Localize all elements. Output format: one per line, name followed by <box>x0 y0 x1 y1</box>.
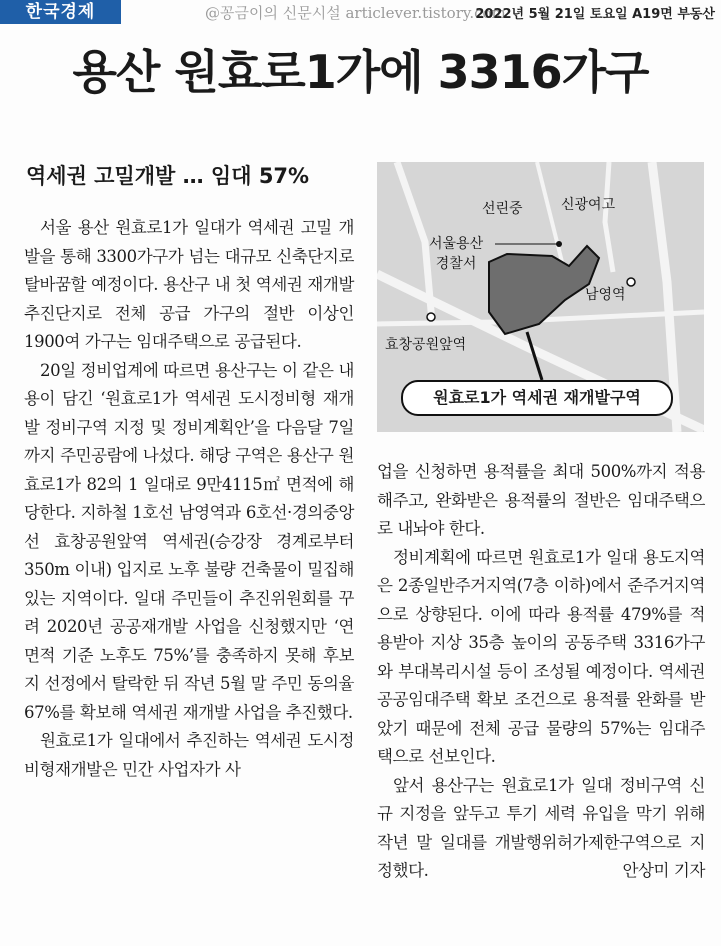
map-label-seollin-middle-school: 선린중 <box>482 201 523 217</box>
map-label-police-station: 서울용산 경찰서 <box>429 236 484 272</box>
map-caption: 원효로1가 역세권 재개발구역 <box>401 380 673 416</box>
newspaper-name-badge: 한국경제 <box>0 0 121 24</box>
article-headline: 용산 원효로1가에 3316가구 <box>72 45 649 99</box>
map-label-namyeong-station: 남영역 <box>585 287 626 303</box>
location-map <box>377 162 704 432</box>
article-column-right <box>377 458 705 886</box>
article-paragraph: 업을 신청하면 용적률을 최대 500%까지 적용해주고, 완화받은 용적률의 절반은 임대주택으로 내놔야 한다. <box>377 462 705 538</box>
byline: 안상미 기자 <box>622 861 705 880</box>
article-paragraph: 20일 정비업계에 따르면 용산구는 이 같은 내용이 담긴 ‘원효로1가 역세권 도시정비형 재개발 정비구역 지정 및 정비계획안’을 다음달 7일까지 주민공람에 나섰다. 해당 구역은 용산구 원효로1가 82의 1 일대로 9만4115㎡ 면적에 해당한다. 지하철 1호선 남영역과 6호선·경의중앙선 효창공원앞역 역세권(승강장 경계로부터 350m 이내) 입지로 노후 불량 건축물이 밀집해 있는 지역이다. 일대 주민들이 추진위원회를 꾸려 2020년 공공재개발 사업을 신청했지만 ‘연면적 기준 노후도 75%’를 충족하지 못해 후보지 선정에서 탈락한 뒤 작년 5월 말 주민 동의율 67%를 확보해 역세권 재개발 사업을 추진했다. <box>24 360 354 722</box>
article-subhead: 역세권 고밀개발 … 임대 57% <box>26 164 310 188</box>
map-label-hyochang-park-station: 효창공원앞역 <box>385 337 467 353</box>
article-paragraph <box>377 772 705 886</box>
article-column-left <box>24 214 354 784</box>
article-paragraph-text: 앞서 용산구는 원효로1가 일대 정비구역 신규 지정을 앞두고 투기 세력 유입을 막기 위해 작년 말 일대를 개발행위허가제한구역으로 지정했다. <box>377 775 705 880</box>
article-paragraph: 원효로1가 일대에서 추진하는 역세권 도시정비형재개발은 민간 사업자가 사 <box>24 731 354 779</box>
article-paragraph: 서울 용산 원효로1가 일대가 역세권 고밀 개발을 통해 3300가구가 넘는 대규모 신축단지로 탈바꿈할 예정이다. 용산구 내 첫 역세권 재개발 추진단지로 전체 공급 가구의 절반 이상인 1900여 가구는 임대주택으로 공급된다. <box>24 218 354 351</box>
dateline: 2022년 5월 21일 토요일 A19면 부동산 <box>475 7 715 22</box>
map-label-singwang-girls-high: 신광여고 <box>561 197 616 213</box>
article-paragraph: 정비계획에 따르면 원효로1가 일대 용도지역은 2종일반주거지역(7층 이하)에서 준주거지역으로 상향된다. 이에 따라 용적률 479%를 적용받아 지상 35층 높이의 공동주택 3316가구와 부대복리시설 등이 조성될 예정이다. 역세권 공공임대주택 확보 조건으로 용적률 완화를 받았기 때문에 전체 공급 물량의 57%는 임대주택으로 선보인다. <box>377 547 705 766</box>
watermark-text: @꽁금이의 신문시설 articlever.tistory.com <box>205 4 506 22</box>
